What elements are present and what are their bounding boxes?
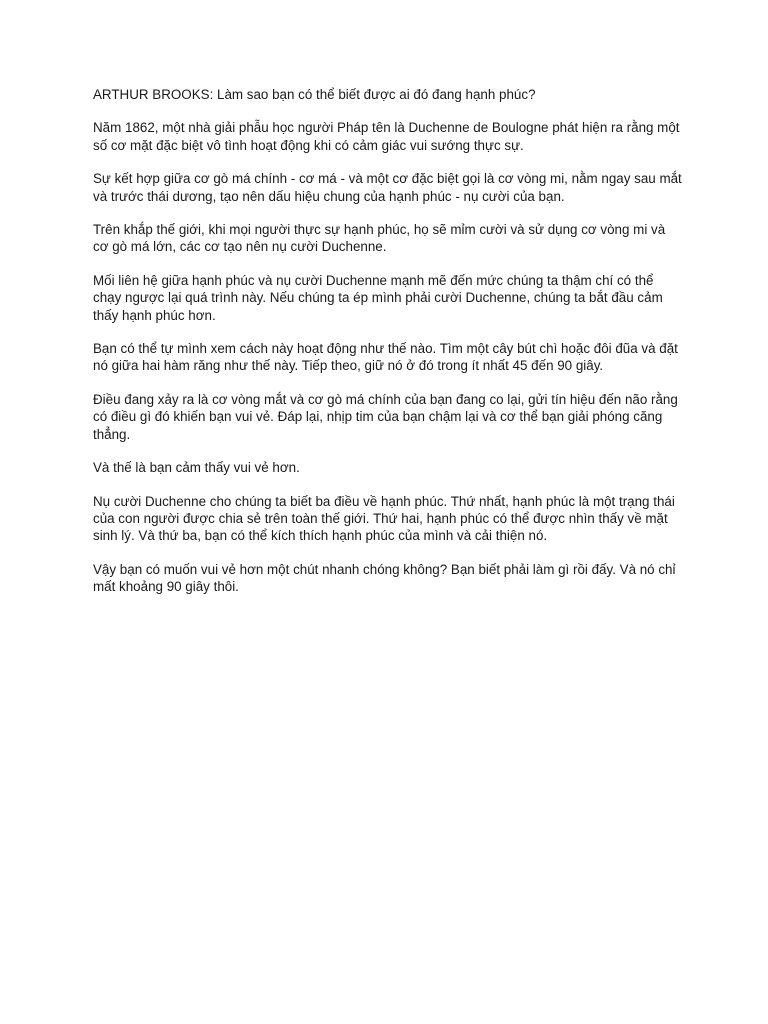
paragraph-6: Bạn có thể tự mình xem cách này hoạt động như thế nào. Tìm một cây bút chì hoặc đôi đũa và đặt nó giữa hai hàm răng như thế này. Tiếp theo, giữ nó ở đó trong ít nhất 45 đến 90 giây.	[93, 341, 678, 374]
document-body	[93, 86, 683, 612]
paragraph-10: Vậy bạn có muốn vui vẻ hơn một chút nhanh chóng không? Bạn biết phải làm gì rồi đấy. Và nó chỉ mất khoảng 90 giây thôi.	[93, 561, 676, 595]
paragraph-8: Và thế là bạn cảm thấy vui vẻ hơn.	[93, 460, 300, 476]
paragraph-1: ARTHUR BROOKS: Làm sao bạn có thể biết được ai đó đang hạnh phúc?	[93, 87, 536, 102]
paragraph-3: Sự kết hợp giữa cơ gò má chính - cơ má - và một cơ đặc biệt gọi là cơ vòng mi, nằm ngay sau mắt và trước thái dương, tạo nên dấu hiệu chung của hạnh phúc - nụ cười của bạn.	[93, 171, 682, 204]
paragraph-5: Mối liên hệ giữa hạnh phúc và nụ cười Duchenne mạnh mẽ đến mức chúng ta thậm chí có thể chạy ngược lại quá trình này. Nếu chúng ta ép mình phải cười Duchenne, chúng ta bắt đầu cảm thấy hạnh phúc hơn.	[93, 272, 663, 323]
paragraph-7: Điều đang xảy ra là cơ vòng mắt và cơ gò má chính của bạn đang co lại, gửi tín hiệu đến não rằng có điều gì đó khiến bạn vui vẻ. Đáp lại, nhịp tim của bạn chậm lại và cơ thể bạn giải phóng căng thẳng.	[93, 391, 678, 442]
paragraph-9: Nụ cười Duchenne cho chúng ta biết ba điều về hạnh phúc. Thứ nhất, hạnh phúc là một trạng thái của con người được chia sẻ trên toàn thế giới. Thứ hai, hạnh phúc có thể được nhìn thấy về mặt sinh lý. Và thứ ba, bạn có thể kích thích hạnh phúc của mình và cải thiện nó.	[93, 493, 675, 544]
paragraph-2: Năm 1862, một nhà giải phẫu học người Pháp tên là Duchenne de Boulogne phát hiện ra rằng một số cơ mặt đặc biệt vô tình hoạt động khi có cảm giác vui sướng thực sự.	[93, 120, 680, 153]
paragraph-4: Trên khắp thế giới, khi mọi người thực sự hạnh phúc, họ sẽ mỉm cười và sử dụng cơ vòng mi và cơ gò má lớn, các cơ tạo nên nụ cười Duchenne.	[93, 222, 666, 255]
